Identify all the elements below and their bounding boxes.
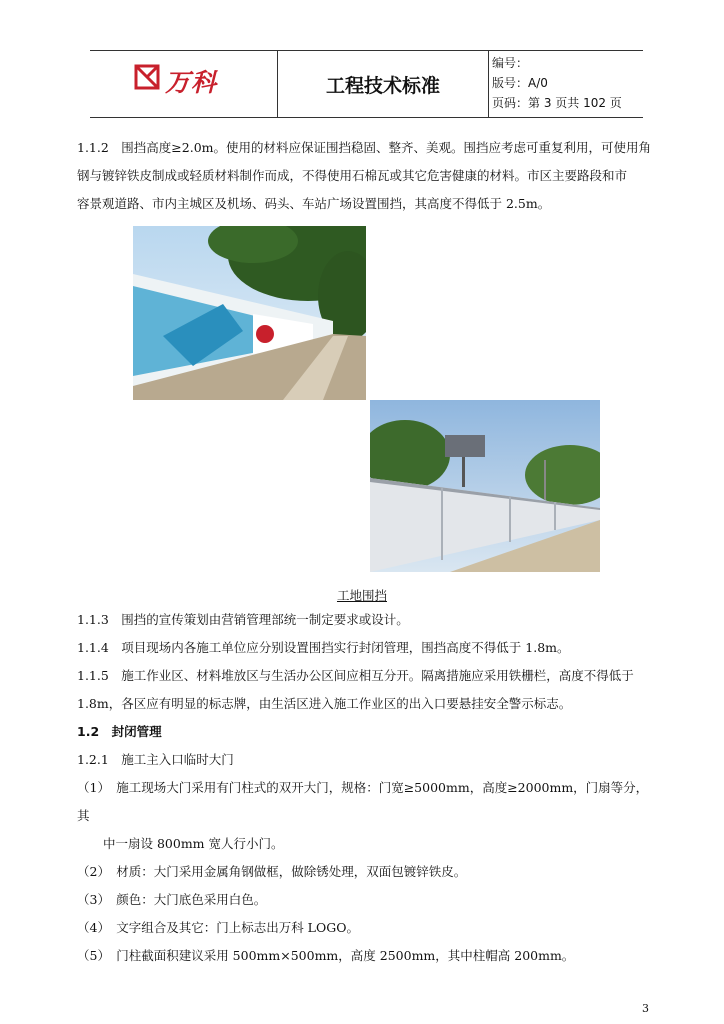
- version-label: 版号：A/0: [492, 76, 548, 90]
- paragraph-1-1-5-line1: 1.1.5 施工作业区、材料堆放区与生活办公区间应相互分开。隔离措施应采用铁栅栏，高度不得低于: [77, 668, 634, 683]
- text-line: 钢与镀锌铁皮制成或轻质材料制作而成，不得使用石棉瓦或其它危害健康的材料。市区主要路段和市: [77, 168, 628, 183]
- text-line: 容景观道路、市内主城区及机场、码头、车站广场设置围挡，其高度不得低于 2.5m。: [77, 196, 551, 211]
- list-item-3: （3） 颜色：大门底色采用白色。: [77, 892, 267, 907]
- list-item-5: （5） 门柱截面积建议采用 500mm×500mm，高度 2500mm，其中柱帽高 200mm。: [77, 948, 575, 963]
- subheading-1-2-1: 1.2.1 施工主入口临时大门: [77, 752, 234, 767]
- number-label: 编号：: [492, 56, 529, 70]
- page-label: 页码：第 3 页共 102 页: [492, 96, 622, 110]
- document-meta: [492, 53, 642, 113]
- paragraph-1-1-5-line2: 1.8m，各区应有明显的标志牌，由生活区进入施工作业区的出入口要悬挂安全警示标志。: [77, 696, 572, 711]
- document-title: 工程技术标准: [278, 51, 489, 117]
- brand-name: 万科: [165, 68, 218, 97]
- paragraph-1-1-2: [77, 134, 652, 218]
- list-item-2: （2） 材质：大门采用金属角钢做框，做除锈处理，双面包镀锌铁皮。: [77, 864, 467, 879]
- paragraph-group: [77, 606, 652, 970]
- paragraph-1-1-3: 1.1.3 围挡的宣传策划由营销管理部统一制定要求或设计。: [77, 612, 409, 627]
- page-number: 3: [642, 1002, 649, 1015]
- document-header: [90, 50, 643, 118]
- paragraph-1-1-4: 1.1.4 项目现场内各施工单位应分别设置围挡实行封闭管理，围挡高度不得低于 1.8m。: [77, 640, 570, 655]
- list-item-4: （4） 文字组合及其它：门上标志出万科 LOGO。: [77, 920, 359, 935]
- section-heading-1-2: 1.2 封闭管理: [77, 724, 162, 739]
- hoarding-photo-2: [370, 400, 600, 572]
- logo-cell: [90, 51, 278, 117]
- list-item-1-line1: （1） 施工现场大门采用有门柱式的双开大门，规格：门宽≥5000mm，高度≥2000mm，门扇等分，其: [77, 780, 649, 823]
- photo-caption: 工地围挡: [336, 588, 387, 603]
- vanke-logo-icon: [134, 64, 160, 90]
- list-item-1-line2: 中一扇设 800mm 宽人行小门。: [103, 836, 284, 851]
- text-line: 1.1.2 围挡高度≥2.0m。使用的材料应保证围挡稳固、整齐、美观。围挡应考虑可重复利用，可使用角: [77, 140, 652, 155]
- hoarding-photo-1: [133, 226, 366, 400]
